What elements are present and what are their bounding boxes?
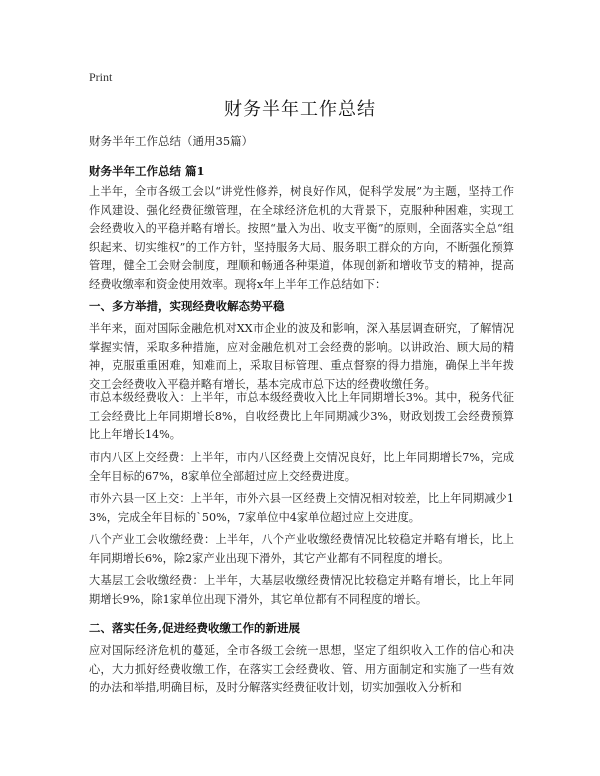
article-heading: 财务半年工作总结 篇1 xyxy=(89,164,205,178)
paragraph-city-revenue: 市总本级经费收入：上半年，市总本级经费收入比上年同期增长3%。其中，税务代征工会经费比上年同期增长8%，自收经费比上年同期减少3%，财政划拨工会经费预算比上年增长14%。 xyxy=(89,391,514,441)
paragraph-overview: 半年来，面对国际金融危机对XX市企业的波及和影响，深入基层调查研究，了解情况掌握实情，采取多种措施，应对金融危机对工会经费的影响。以讲政治、顾大局的精神，克服重重困难，知难而上，采取目标管理、重点督察的得力措施，确保上半年拨交工会经费收入平稳并略有增长，基本完成市总下达的经费收缴任务。 xyxy=(89,322,514,391)
paragraph-intro: 上半年，全市各级工会以“讲党性修养，树良好作风，促科学发展”为主题，坚持工作作风建设、强化经费征缴管理，在全球经济危机的大背景下，克服种种困难，实现工会经费收入的平稳并略有增长。按照“量入为出、收支平衡”的原则，全面落实全总“组织起来、切实维权”的工作方针，坚持服务大局、服务职工群众的方向，不断强化预算管理，健全工会财会制度，理顺和畅通各种渠道，体现创新和增收节支的精神，提高经费收缴率和资金使用效率。现将x年上半年工作总结如下： xyxy=(89,185,514,291)
paragraph-six-counties: 市外六县一区上交：上半年，市外六县一区经费上交情况相对较差，比上年同期减少13%，完成全年目标的`50%，7家单位中4家单位超过应上交进度。 xyxy=(89,492,514,524)
document-subtitle: 财务半年工作总结（通用35篇） xyxy=(89,134,254,148)
section-heading-1: 一、多方举措，实现经费收解态势平稳 xyxy=(89,299,285,313)
paragraph-grassroots-unions: 大基层工会收缴经费：上半年，大基层收缴经费情况比较稳定并略有增长，比上年同期增长9%，除1家单位出现下滑外，其它单位都有不同程度的增长。 xyxy=(89,574,514,606)
paragraph-tasks: 应对国际经济危机的蔓延，全市各级工会统一思想，坚定了组织收入工作的信心和决心，大力抓好经费收缴工作，在落实工会经费收、管、用方面制定和实施了一些有效的办法和举措,明确目标，及时分解落实经费征收计划，切实加强收入分析和 xyxy=(89,644,514,694)
print-link[interactable]: Print xyxy=(89,70,113,84)
paragraph-industry-unions: 八个产业工会收缴经费：上半年，八个产业收缴经费情况比较稳定并略有增长，比上年同期增长6%，除2家产业出现下滑外，其它产业都有不同程度的增长。 xyxy=(89,533,514,565)
page-title: 财务半年工作总结 xyxy=(224,99,376,120)
section-heading-2: 二、落实任务,促进经费收缴工作的新进展 xyxy=(89,621,301,635)
paragraph-eight-districts: 市内八区上交经费：上半年，市内八区经费上交情况良好，比上年同期增长7%，完成全年目标的67%，8家单位全部超过应上交经费进度。 xyxy=(89,451,514,483)
